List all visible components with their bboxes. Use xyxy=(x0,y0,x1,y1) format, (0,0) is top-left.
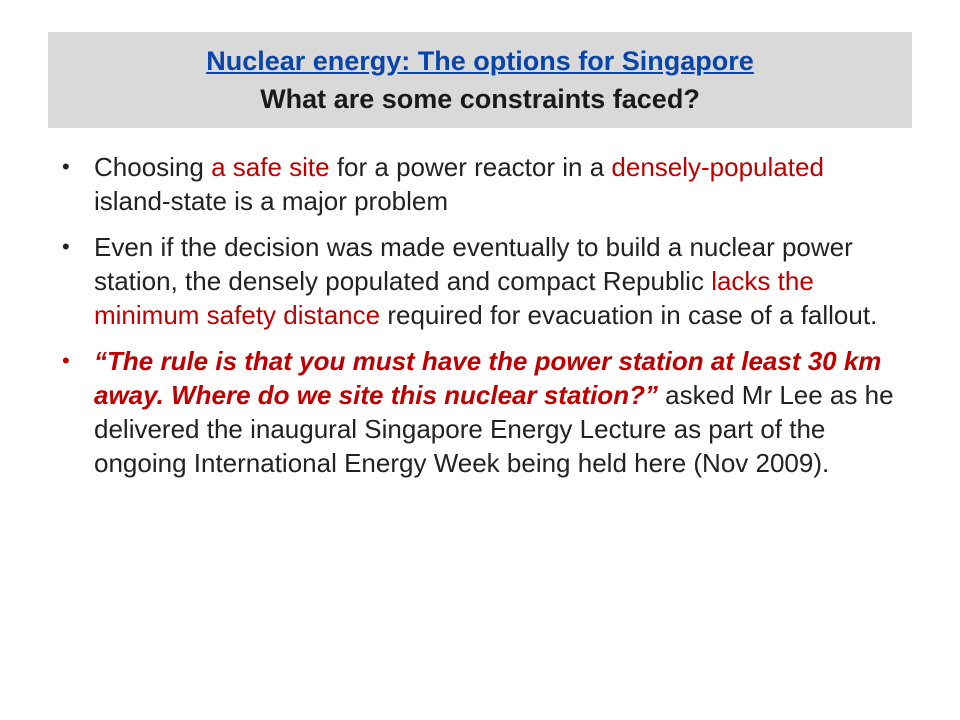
bullet-list xyxy=(62,150,902,492)
quote-text: “The rule is that you must have the power station at least 30 km away. Where do we site this nuclear station?” xyxy=(94,346,882,410)
highlight-densely-populated: densely-populated xyxy=(611,152,824,182)
page-subtitle: What are some constraints faced? xyxy=(260,84,700,114)
text-segment: asked Mr Lee as he delivered the inaugural Singapore Energy Lecture as part of the ongoing International Energy Week being held here (Nov 2009). xyxy=(94,380,894,478)
bullet-item-safety-distance xyxy=(62,230,902,332)
title-link[interactable]: Nuclear energy: The options for Singapore xyxy=(206,46,754,76)
text-segment: for a power reactor in a xyxy=(329,152,612,182)
bullet-text xyxy=(94,152,824,216)
text-segment: Choosing xyxy=(94,152,212,182)
bullet-marker: • xyxy=(62,234,70,259)
text-segment: island-state is a major problem xyxy=(94,186,449,216)
highlight-safety-distance: lacks the minimum safety distance xyxy=(94,266,814,330)
text-segment: required for evacuation in case of a fallout. xyxy=(380,300,878,330)
bullet-item-site-selection xyxy=(62,150,902,218)
highlight-safe-site: a safe site xyxy=(211,152,330,182)
text-segment: Even if the decision was made eventually to build a nuclear power station, the densely populated and compact Republic xyxy=(94,232,853,296)
bullet-text xyxy=(94,232,877,330)
title-banner xyxy=(48,32,912,128)
bullet-item-quote xyxy=(62,344,902,480)
bullet-marker: • xyxy=(62,348,70,373)
bullet-text xyxy=(94,346,894,478)
bullet-marker: • xyxy=(62,154,70,179)
